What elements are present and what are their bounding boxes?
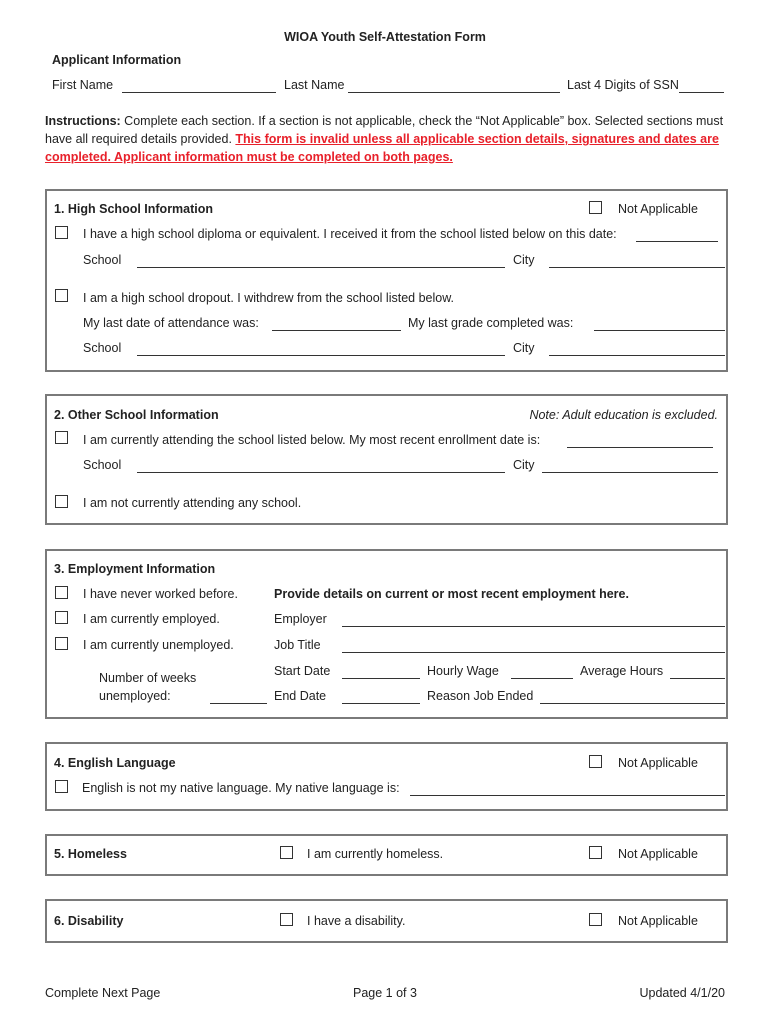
ssn-field[interactable] [679,92,724,93]
section-english [45,742,728,811]
first-name-label: First Name [52,78,114,92]
dropout-checkbox[interactable] [55,289,68,302]
attending-text: I am currently attending the school listed below. My most recent enrollment date is: [83,433,541,447]
start-date-field[interactable] [342,678,420,679]
disability-not-applicable-checkbox[interactable] [589,913,602,926]
english-not-applicable-label: Not Applicable [618,756,698,770]
footer-updated-date: Updated 4/1/20 [639,986,725,1000]
job-title-field[interactable] [342,652,725,653]
section-6-title: 6. Disability [54,914,124,928]
native-language-text: English is not my native language. My native language is: [82,781,400,795]
end-date-label: End Date [274,689,327,703]
hs1-school-field[interactable] [137,267,505,268]
applicant-heading: Applicant Information [52,53,182,67]
homeless-label: I am currently homeless. [307,847,444,861]
attending-checkbox[interactable] [55,431,68,444]
footer-next-page: Complete Next Page [45,986,161,1000]
high-school-not-applicable-label: Not Applicable [618,202,698,216]
instructions [45,112,725,166]
english-not-applicable-checkbox[interactable] [589,755,602,768]
not-attending-checkbox[interactable] [55,495,68,508]
last-attendance-field[interactable] [272,330,401,331]
enrollment-date-field[interactable] [567,447,713,448]
homeless-checkbox[interactable] [280,846,293,859]
never-worked-label: I have never worked before. [83,587,238,601]
homeless-not-applicable-checkbox[interactable] [589,846,602,859]
disability-checkbox[interactable] [280,913,293,926]
employment-details-heading: Provide details on current or most recent employment here. [274,587,629,601]
last-grade-field[interactable] [594,330,725,331]
employed-checkbox[interactable] [55,611,68,624]
disability-not-applicable-label: Not Applicable [618,914,698,928]
last-name-label: Last Name [284,78,345,92]
hourly-wage-label: Hourly Wage [427,664,499,678]
os-school-field[interactable] [137,472,505,473]
average-hours-field[interactable] [670,678,725,679]
hs2-school-label: School [83,341,122,355]
weeks-unemployed-field[interactable] [210,703,267,704]
employer-label: Employer [274,612,327,626]
native-language-checkbox[interactable] [55,780,68,793]
section-3-title: 3. Employment Information [54,562,216,576]
hourly-wage-field[interactable] [511,678,573,679]
hs1-school-label: School [83,253,122,267]
dropout-text: I am a high school dropout. I withdrew from the school listed below. [83,291,455,305]
footer-page-number: Page 1 of 3 [353,986,417,1000]
first-name-field[interactable] [122,92,276,93]
last-grade-label: My last grade completed was: [408,316,574,330]
average-hours-label: Average Hours [580,664,664,678]
start-date-label: Start Date [274,664,331,678]
adult-education-note: Note: Adult education is excluded. [529,408,718,422]
employer-field[interactable] [342,626,725,627]
homeless-not-applicable-label: Not Applicable [618,847,698,861]
section-5-title: 5. Homeless [54,847,127,861]
os-city-label: City [513,458,535,472]
native-language-field[interactable] [410,795,725,796]
diploma-date-field[interactable] [636,241,718,242]
instructions-label: Instructions: [45,114,121,128]
last-attendance-label: My last date of attendance was: [83,316,259,330]
section-2-title: 2. Other School Information [54,408,219,422]
section-4-title: 4. English Language [54,756,176,770]
hs2-school-field[interactable] [137,355,505,356]
os-city-field[interactable] [542,472,718,473]
unemployed-label: I am currently unemployed. [83,638,234,652]
diploma-text: I have a high school diploma or equivalent. I received it from the school listed below on this date: [83,227,617,241]
hs2-city-field[interactable] [549,355,725,356]
instructions-text: Complete each section. If a section is not applicable, check the “Not Applicable” box. Selected sections must have all required details provided. [45,114,724,146]
instructions-warning: This form is invalid unless all applicable section details, signatures and dates are completed. Applicant information must be completed on both pages. [45,132,719,164]
job-title-label: Job Title [274,638,321,652]
form-title: WIOA Youth Self-Attestation Form [284,30,486,44]
diploma-checkbox[interactable] [55,226,68,239]
last-name-field[interactable] [348,92,560,93]
hs1-city-field[interactable] [549,267,725,268]
unemployed-checkbox[interactable] [55,637,68,650]
section-high-school [45,189,728,372]
weeks-unemployed-label-2: unemployed: [99,689,171,703]
never-worked-checkbox[interactable] [55,586,68,599]
end-date-field[interactable] [342,703,420,704]
os-school-label: School [83,458,122,472]
reason-label: Reason Job Ended [427,689,534,703]
ssn-label: Last 4 Digits of SSN [567,78,679,92]
disability-label: I have a disability. [307,914,406,928]
weeks-unemployed-label-1: Number of weeks [99,671,197,685]
high-school-not-applicable-checkbox[interactable] [589,201,602,214]
not-attending-text: I am not currently attending any school. [83,496,302,510]
hs1-city-label: City [513,253,535,267]
hs2-city-label: City [513,341,535,355]
section-1-title: 1. High School Information [54,202,214,216]
reason-field[interactable] [540,703,725,704]
employed-label: I am currently employed. [83,612,220,626]
